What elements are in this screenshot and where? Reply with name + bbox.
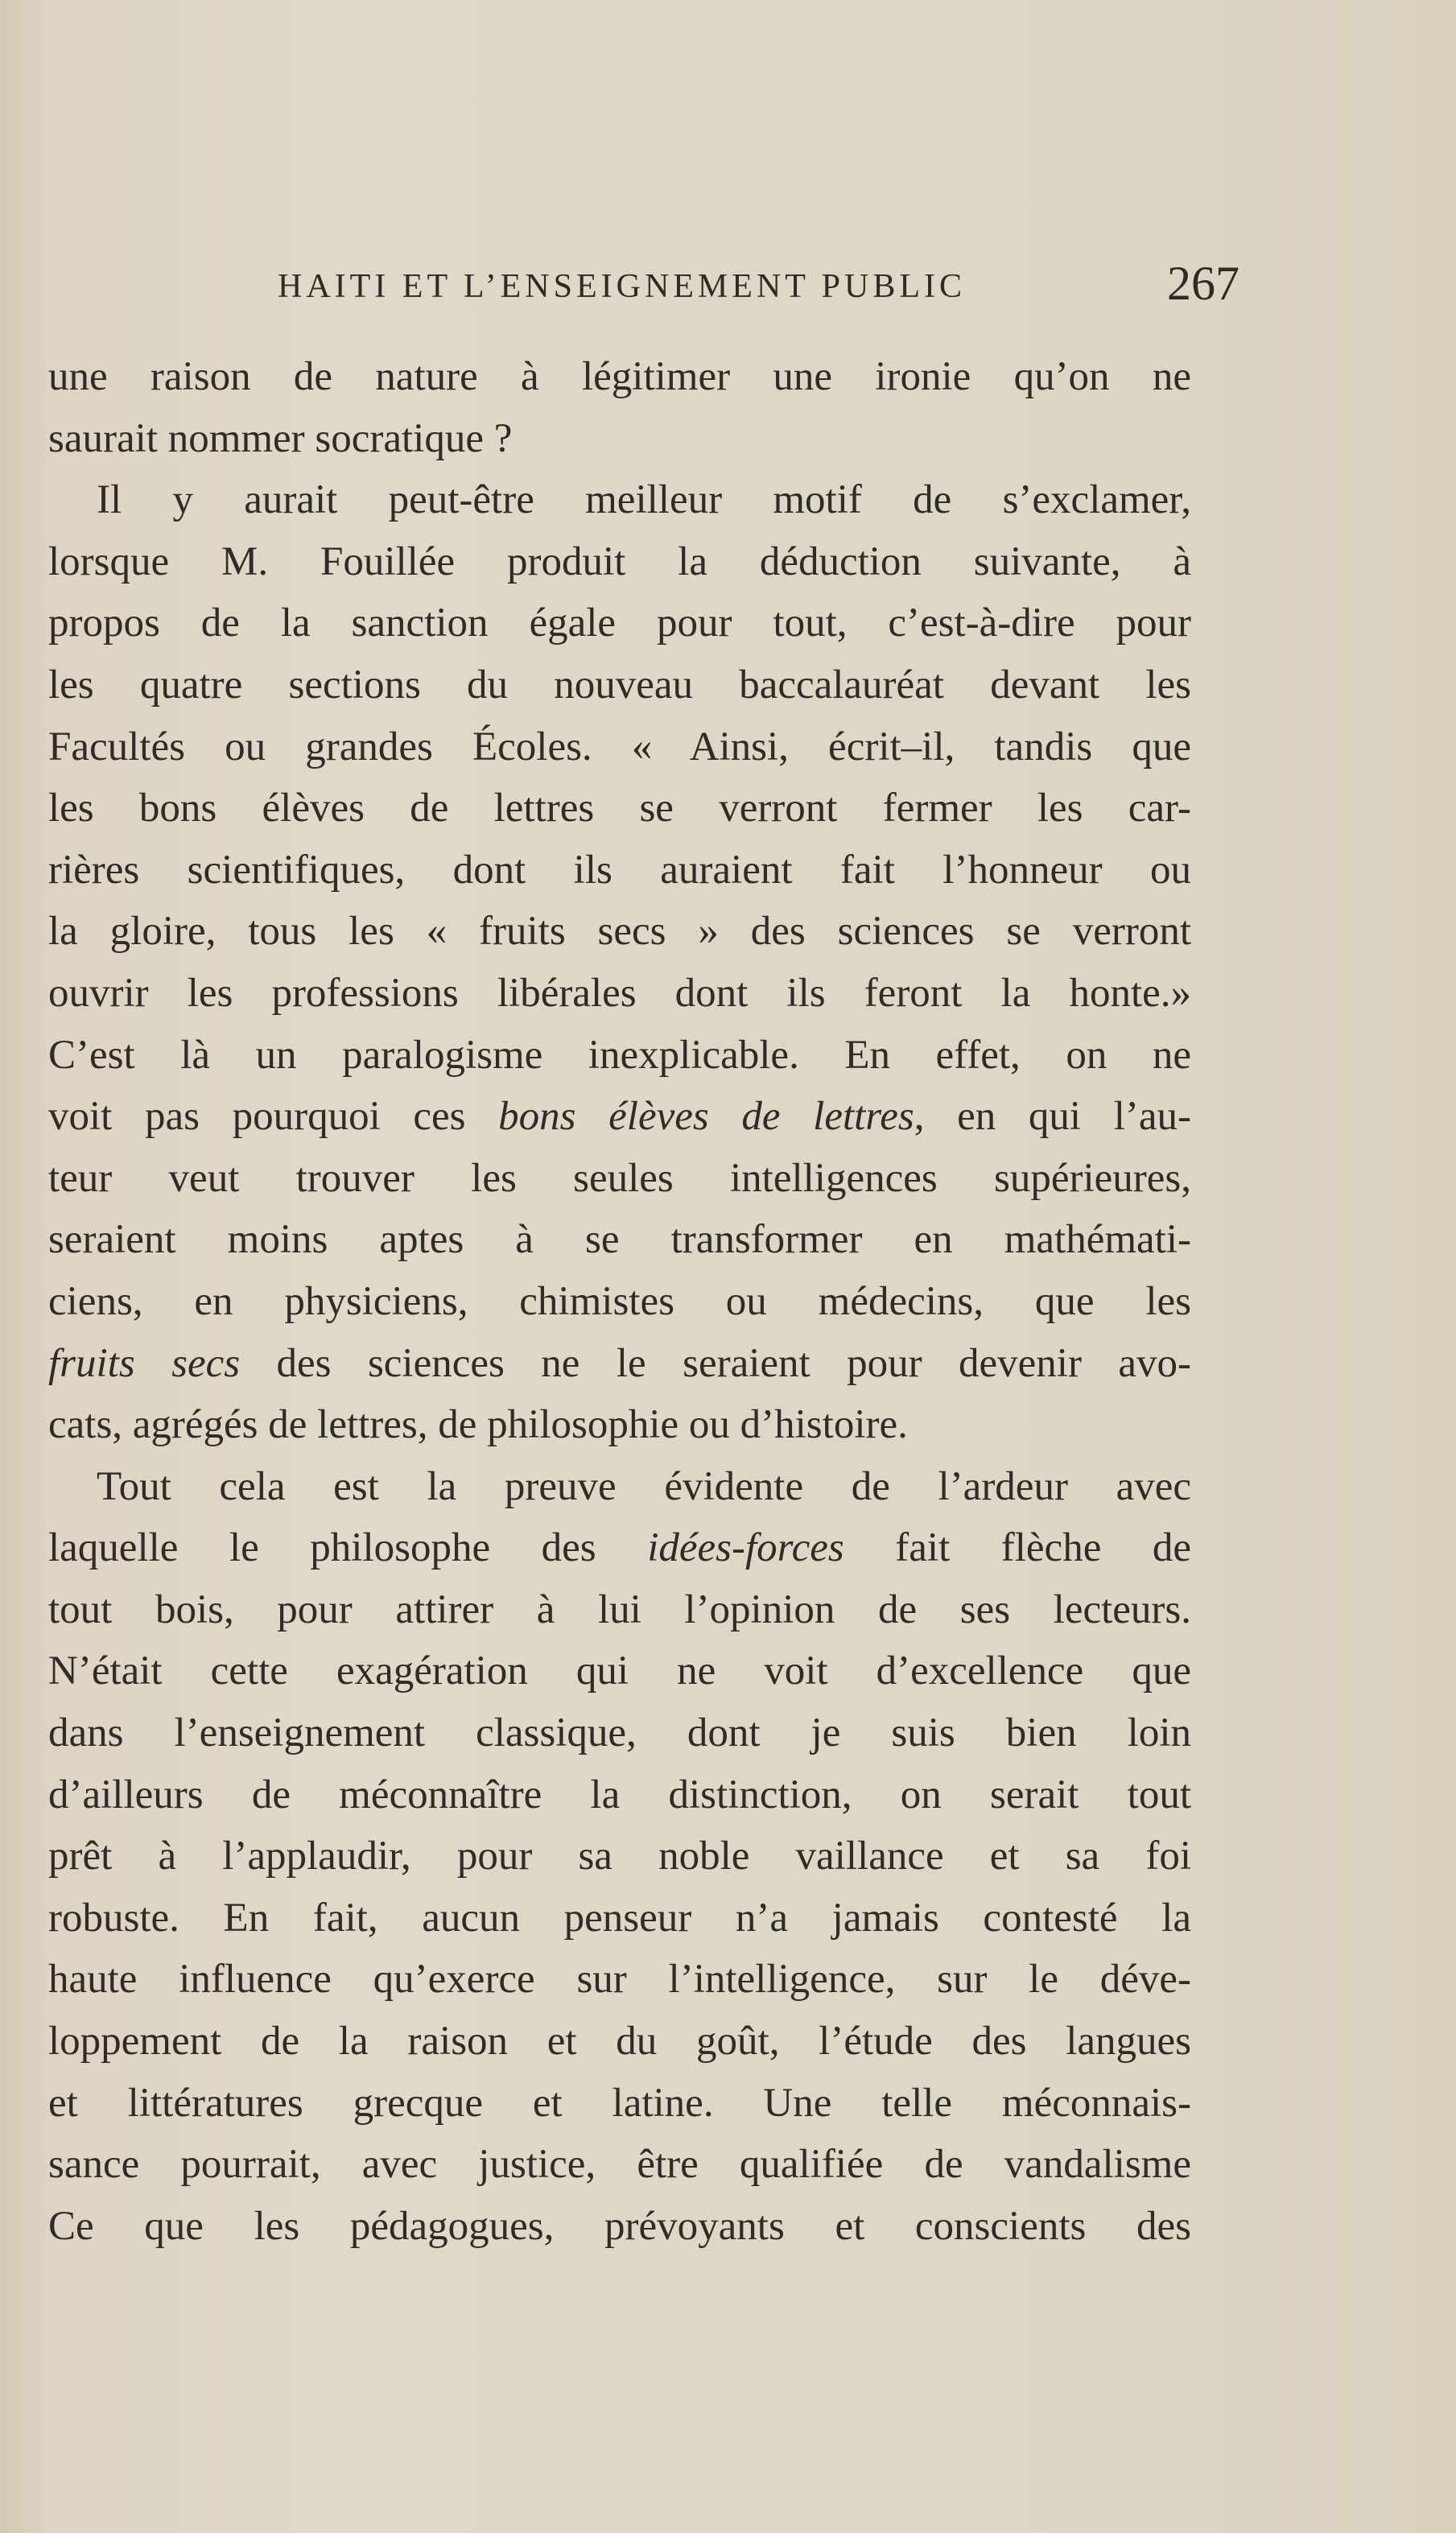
text-line: tout bois, pour attirer à lui l’opinion de ses lecteurs. <box>48 1586 1191 1632</box>
italic-phrase: idées-forces <box>647 1525 844 1571</box>
text-line: dans l’enseignement classique, dont je suis bien loin <box>48 1710 1191 1756</box>
text-line: les quatre sections du nouveau baccalauréat devant les <box>48 662 1191 708</box>
text-line: robuste. En fait, aucun penseur n’a jamais contesté la <box>48 1895 1191 1941</box>
text-line: N’était cette exagération qui ne voit d’excellence que <box>48 1648 1191 1694</box>
text-line: Ce que les pédagogues, prévoyants et conscients des <box>48 2203 1191 2249</box>
text-line: d’ailleurs de méconnaître la distinction, on serait tout <box>48 1772 1191 1817</box>
text-line: une raison de nature à légitimer une ironie qu’on ne <box>48 354 1191 399</box>
text-line: les bons élèves de lettres se verront fermer les car- <box>48 786 1191 831</box>
text-line: prêt à l’applaudir, pour sa noble vaillance et sa foi <box>48 1834 1191 1879</box>
text-line: Tout cela est la preuve évidente de l’ardeur avec <box>97 1463 1191 1509</box>
text-line: ouvrir les professions libérales dont ils feront la honte.» <box>48 970 1191 1016</box>
text-line: saurait nommer socratique ? <box>48 415 513 461</box>
text-line <box>48 1517 1191 1579</box>
text-line: haute influence qu’exerce sur l’intelligence, sur le déve- <box>48 1957 1191 2003</box>
text-run: voit pas pourquoi ces <box>48 1094 499 1140</box>
body-text <box>48 346 1191 2257</box>
text-line: seraient moins aptes à se transformer en mathémati- <box>48 1217 1191 1263</box>
text-line: Facultés ou grandes Écoles. « Ainsi, écrit–il, tandis que <box>48 724 1191 769</box>
italic-phrase: bons élèves de lettres <box>498 1094 914 1140</box>
text-line: rières scientifiques, dont ils auraient fait l’honneur ou <box>48 847 1191 893</box>
text-line: loppement de la raison et du goût, l’étude des langues <box>48 2019 1191 2065</box>
text-run: des sciences ne le seraient pour devenir avo- <box>240 1340 1191 1386</box>
page-number: 267 <box>1167 257 1239 310</box>
text-line <box>48 1333 1191 1395</box>
text-line: cats, agrégés de lettres, de philosophie ou d’histoire. <box>48 1402 908 1448</box>
running-head: HAITI ET L’ENSEIGNEMENT PUBLIC <box>278 268 967 305</box>
text-line: Il y aurait peut-être meilleur motif de s’exclamer, <box>97 477 1191 523</box>
text-run: , en qui l’au- <box>914 1094 1191 1140</box>
text-line: et littératures grecque et latine. Une telle méconnais- <box>48 2080 1191 2126</box>
text-line: ciens, en physiciens, chimistes ou médecins, que les <box>48 1278 1191 1324</box>
text-line: la gloire, tous les « fruits secs » des sciences se verront <box>48 909 1191 955</box>
text-line: lorsque M. Fouillée produit la déduction suivante, à <box>48 538 1191 584</box>
page-header <box>0 256 1456 320</box>
italic-phrase: fruits secs <box>48 1340 241 1386</box>
text-line: propos de la sanction égale pour tout, c’est-à-dire pour <box>48 600 1191 646</box>
text-run: fait flèche de <box>843 1525 1191 1571</box>
text-line <box>48 1086 1191 1148</box>
text-line: sance pourrait, avec justice, être qualifiée de vandalisme <box>48 2142 1191 2188</box>
text-run: laquelle le philosophe des <box>48 1525 648 1571</box>
text-line: C’est là un paralogisme inexplicable. En effet, on ne <box>48 1032 1191 1078</box>
text-line: teur veut trouver les seules intelligences supérieures, <box>48 1155 1191 1201</box>
